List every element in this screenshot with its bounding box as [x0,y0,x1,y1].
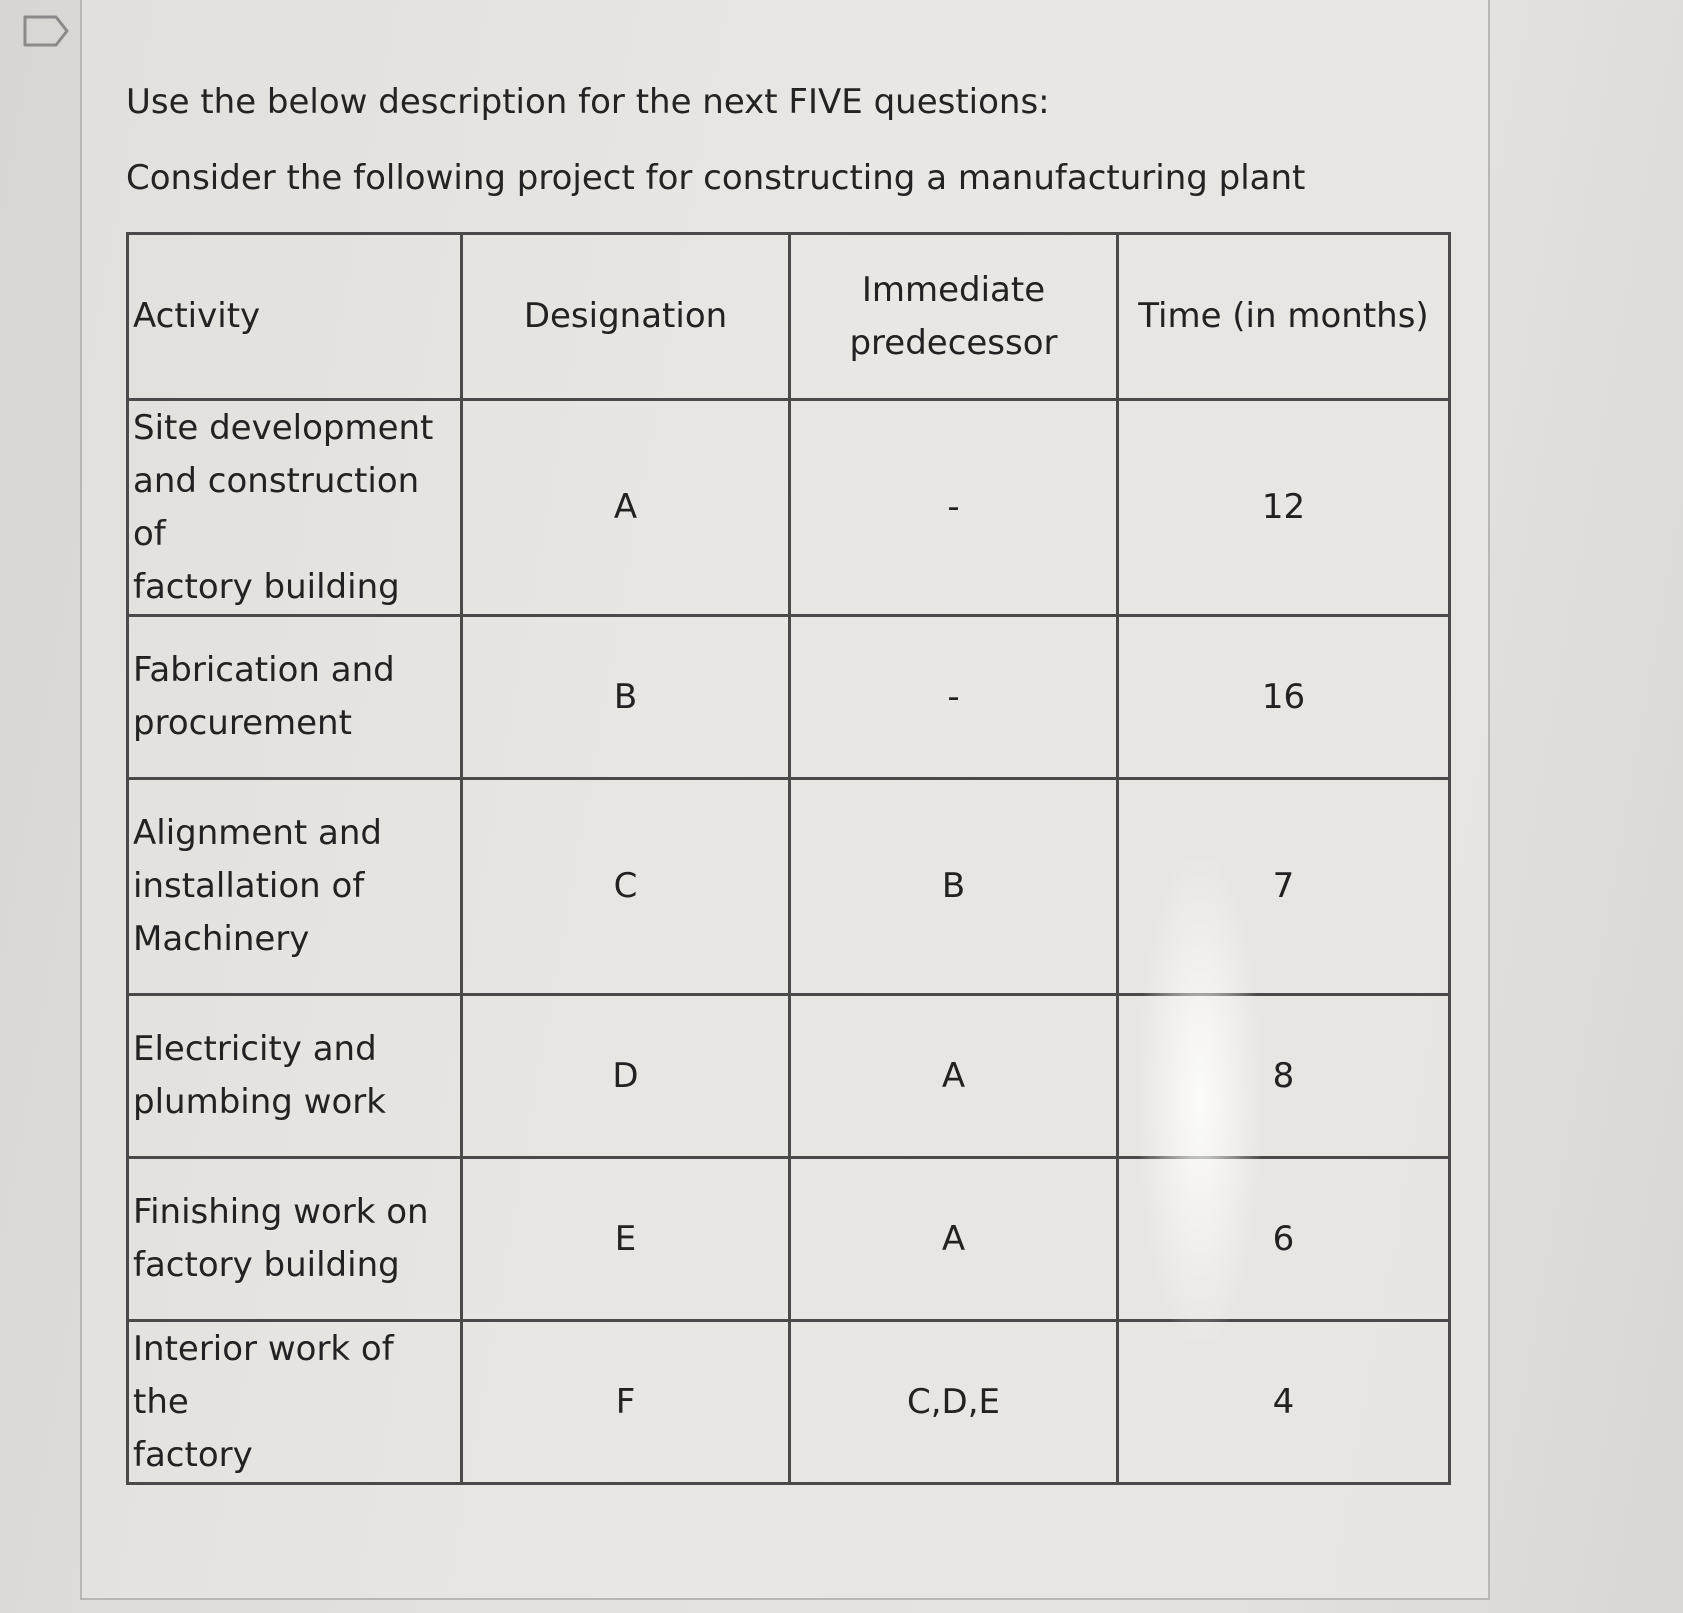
header-activity: Activity [128,234,462,400]
activity-line: procurement [133,703,352,743]
header-predecessor-line1: Immediate [861,269,1046,310]
activity-line: factory building [133,566,400,607]
intro-text: Use the below description for the next FIVE questions: [126,82,1050,122]
subintro-text: Consider the following project for constructing a manufacturing plant [126,158,1306,198]
activity-cell [128,400,462,616]
activity-line: Site development [133,407,434,448]
table-row [128,779,1450,995]
activity-cell [128,779,462,995]
time-cell: 8 [1118,995,1450,1158]
header-time: Time (in months) [1118,234,1450,400]
activity-cell [128,995,462,1158]
predecessor-cell: B [790,779,1118,995]
project-table [126,232,1451,1485]
predecessor-cell: - [790,400,1118,616]
header-row [128,234,1450,400]
table-row [128,1158,1450,1321]
activity-line: and construction of [133,460,420,554]
predecessor-cell: A [790,995,1118,1158]
designation-cell: F [462,1321,790,1484]
predecessor-cell: A [790,1158,1118,1321]
header-predecessor-line2: predecessor [849,322,1058,363]
activity-line: Electricity and [133,1029,377,1069]
time-cell: 7 [1118,779,1450,995]
time-cell: 4 [1118,1321,1450,1484]
table-row [128,400,1450,616]
flag-icon[interactable] [22,14,70,48]
activity-line: Machinery [133,919,310,959]
designation-cell: E [462,1158,790,1321]
time-cell: 6 [1118,1158,1450,1321]
activity-line: Fabrication and [133,650,395,690]
activity-line: Finishing work on [133,1192,429,1232]
table-row [128,616,1450,779]
activity-line: factory building [133,1245,400,1285]
activity-line: plumbing work [133,1082,386,1122]
activity-cell [128,1158,462,1321]
activity-cell [128,616,462,779]
predecessor-cell: - [790,616,1118,779]
activity-line: Interior work of the [133,1328,394,1422]
time-cell: 16 [1118,616,1450,779]
designation-cell: D [462,995,790,1158]
activity-cell [128,1321,462,1484]
designation-cell: B [462,616,790,779]
activity-line: Alignment and [133,813,382,853]
header-designation: Designation [462,234,790,400]
time-cell: 12 [1118,400,1450,616]
table-row [128,1321,1450,1484]
activity-line: factory [133,1434,253,1475]
header-predecessor [790,234,1118,400]
table-row [128,995,1450,1158]
designation-cell: A [462,400,790,616]
predecessor-cell: C,D,E [790,1321,1118,1484]
activity-line: installation of [133,866,365,906]
designation-cell: C [462,779,790,995]
